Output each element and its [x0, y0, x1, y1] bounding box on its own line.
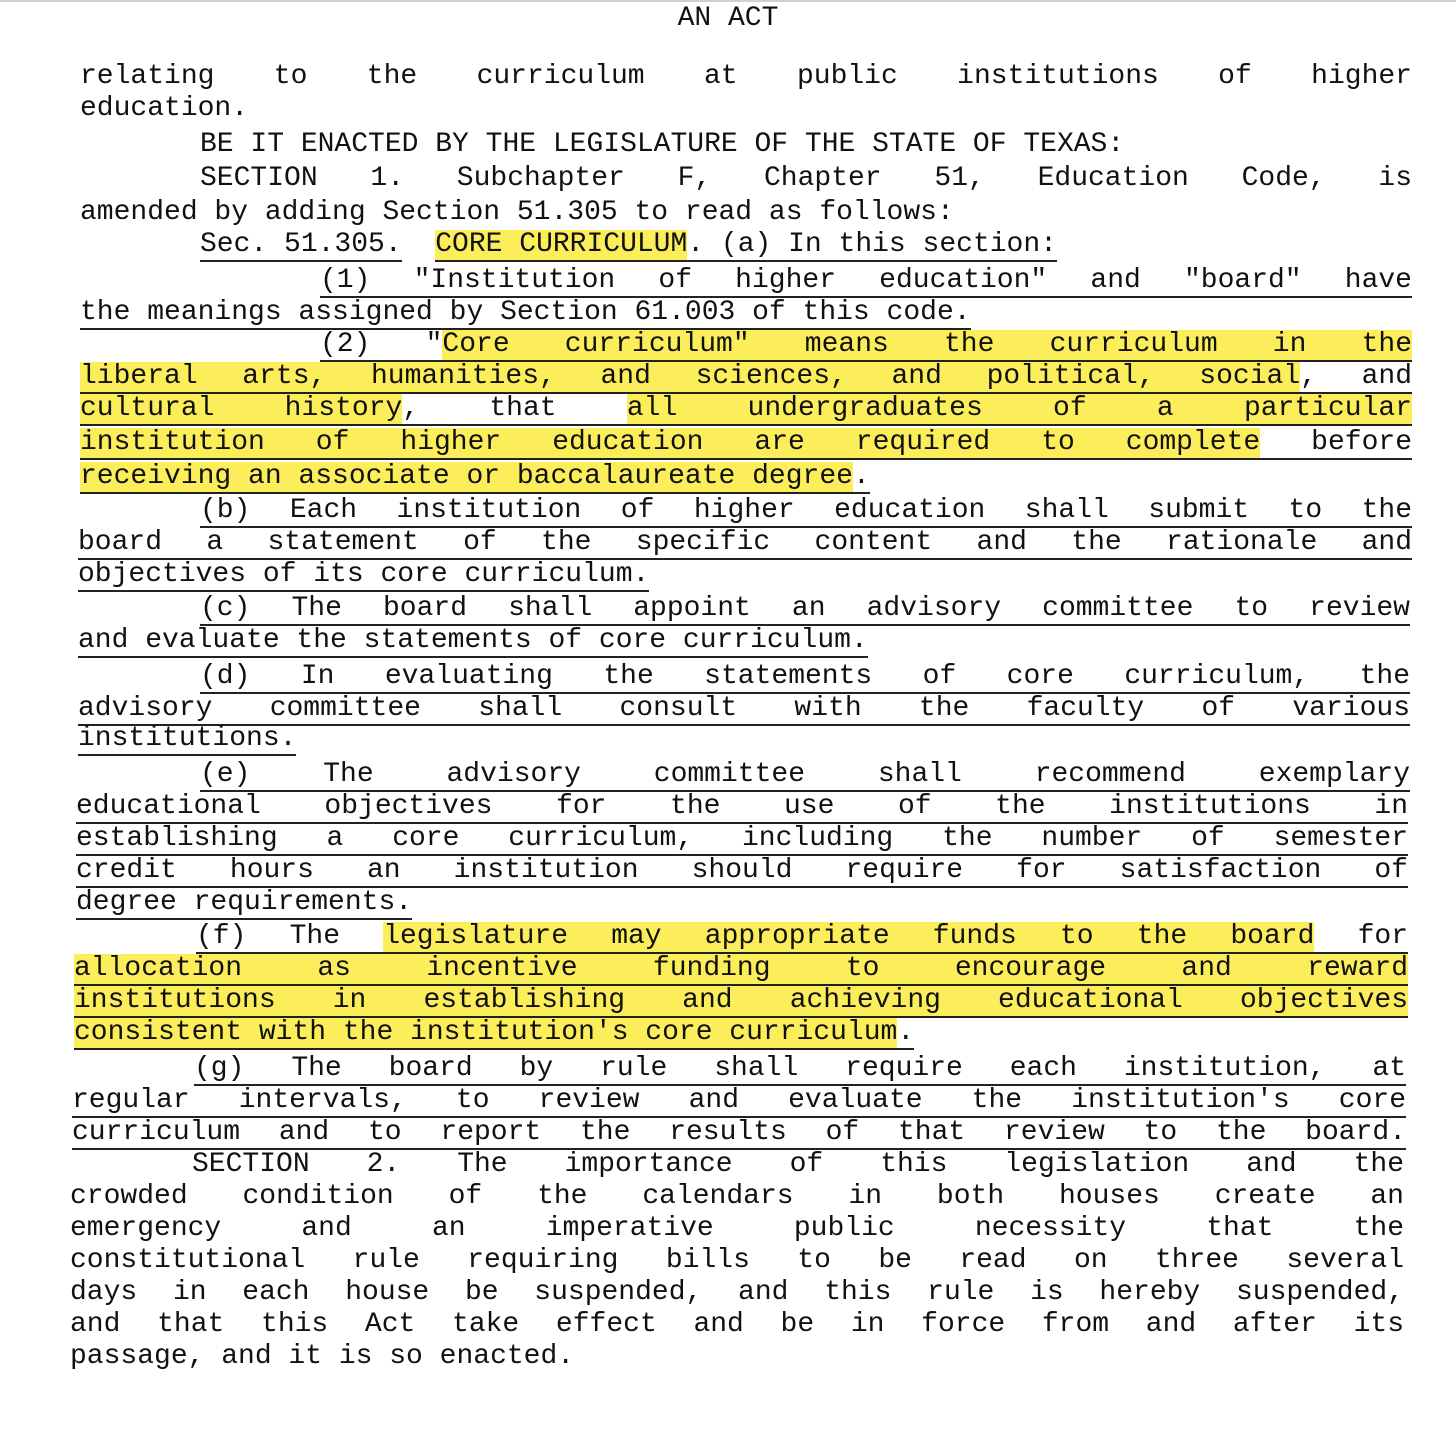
- section-2-line-6: and that this Act take effect and be in force from and after its: [70, 1310, 1404, 1340]
- subsection-e-line-1: (e) The advisory committee shall recommend exemplary: [200, 760, 1410, 790]
- subsection-g-line-1: (g) The board by rule shall require each institution, at: [194, 1054, 1406, 1084]
- section-2-line-3: emergency and an imperative public necessity that the: [70, 1214, 1404, 1244]
- subsection-e-line-4: credit hours an institution should require for satisfaction of: [76, 856, 1408, 886]
- core-curriculum-heading: CORE CURRICULUM: [435, 230, 688, 260]
- section-2-line-2: crowded condition of the calendars in both houses create an: [70, 1182, 1404, 1212]
- subsection-c-line-2: and evaluate the statements of core curriculum.: [78, 626, 868, 656]
- subsection-f-line-4: consistent with the institution's core curriculum.: [74, 1018, 915, 1048]
- subsection-d-line-2: advisory committee shall consult with the faculty of various: [78, 694, 1410, 724]
- definition-2-line-5: receiving an associate or baccalaureate degree.: [80, 462, 870, 492]
- definition-2-line-4: institution of higher education are required to complete before: [80, 428, 1412, 458]
- subsection-d-line-3: institutions.: [78, 724, 297, 754]
- sec-51-305-heading: [200, 230, 1260, 262]
- enacting-clause: BE IT ENACTED BY THE LEGISLATURE OF THE STATE OF TEXAS:: [200, 130, 1125, 160]
- definition-1-line-2: the meanings assigned by Section 61.003 of this code.: [80, 298, 971, 328]
- section-2-line-1: SECTION 2. The importance of this legislation and the: [192, 1150, 1404, 1180]
- definition-2-line-2: liberal arts, humanities, and sciences, and political, social, and: [80, 362, 1412, 392]
- subsection-f-line-1: (f) The legislature may appropriate funds to the board for: [196, 922, 1408, 952]
- subsection-b-line-3: objectives of its core curriculum.: [78, 560, 650, 590]
- sec-number: Sec. 51.305.: [200, 230, 402, 260]
- section-1-line-1: SECTION 1. Subchapter F, Chapter 51, Education Code, is: [200, 164, 1412, 194]
- subsection-a-intro: . (a) In this section:: [687, 230, 1057, 260]
- subsection-g-line-3: curriculum and to report the results of that review to the board.: [72, 1118, 1406, 1148]
- section-2-line-5: days in each house be suspended, and this rule is hereby suspended,: [70, 1278, 1404, 1308]
- subsection-d-line-1: (d) In evaluating the statements of core curriculum, the: [200, 662, 1410, 692]
- section-2-line-7: passage, and it is so enacted.: [70, 1342, 575, 1372]
- definition-1-line-1: (1) "Institution of higher education" and "board" have: [320, 266, 1412, 296]
- section-1-line-2: amended by adding Section 51.305 to read as follows:: [80, 198, 954, 228]
- subsection-e-line-2: educational objectives for the use of the institutions in: [76, 792, 1408, 822]
- definition-2-line-1: (2) "Core curriculum" means the curriculum in the: [320, 330, 1412, 360]
- subsection-f-line-2: allocation as incentive funding to encourage and reward: [74, 954, 1408, 984]
- subsection-e-line-3: establishing a core curriculum, including the number of semester: [76, 824, 1408, 854]
- subsection-g-line-2: regular intervals, to review and evaluate the institution's core: [72, 1086, 1406, 1116]
- subsection-e-line-5: degree requirements.: [76, 888, 413, 918]
- subsection-c-line-1: (c) The board shall appoint an advisory committee to review: [200, 594, 1410, 624]
- subsection-b-line-1: (b) Each institution of higher education shall submit to the: [200, 496, 1412, 526]
- subsection-f-line-3: institutions in establishing and achieving educational objectives: [74, 986, 1408, 1016]
- caption-line-2: education.: [80, 94, 249, 124]
- section-2-line-4: constitutional rule requiring bills to be read on three several: [70, 1246, 1404, 1276]
- act-title: AN ACT: [677, 3, 779, 34]
- definition-2-line-3: cultural history, that all undergraduates of a particular: [80, 394, 1412, 424]
- caption-line-1: relating to the curriculum at public institutions of higher: [80, 62, 1412, 92]
- subsection-b-line-2: board a statement of the specific content and the rationale and: [78, 528, 1412, 558]
